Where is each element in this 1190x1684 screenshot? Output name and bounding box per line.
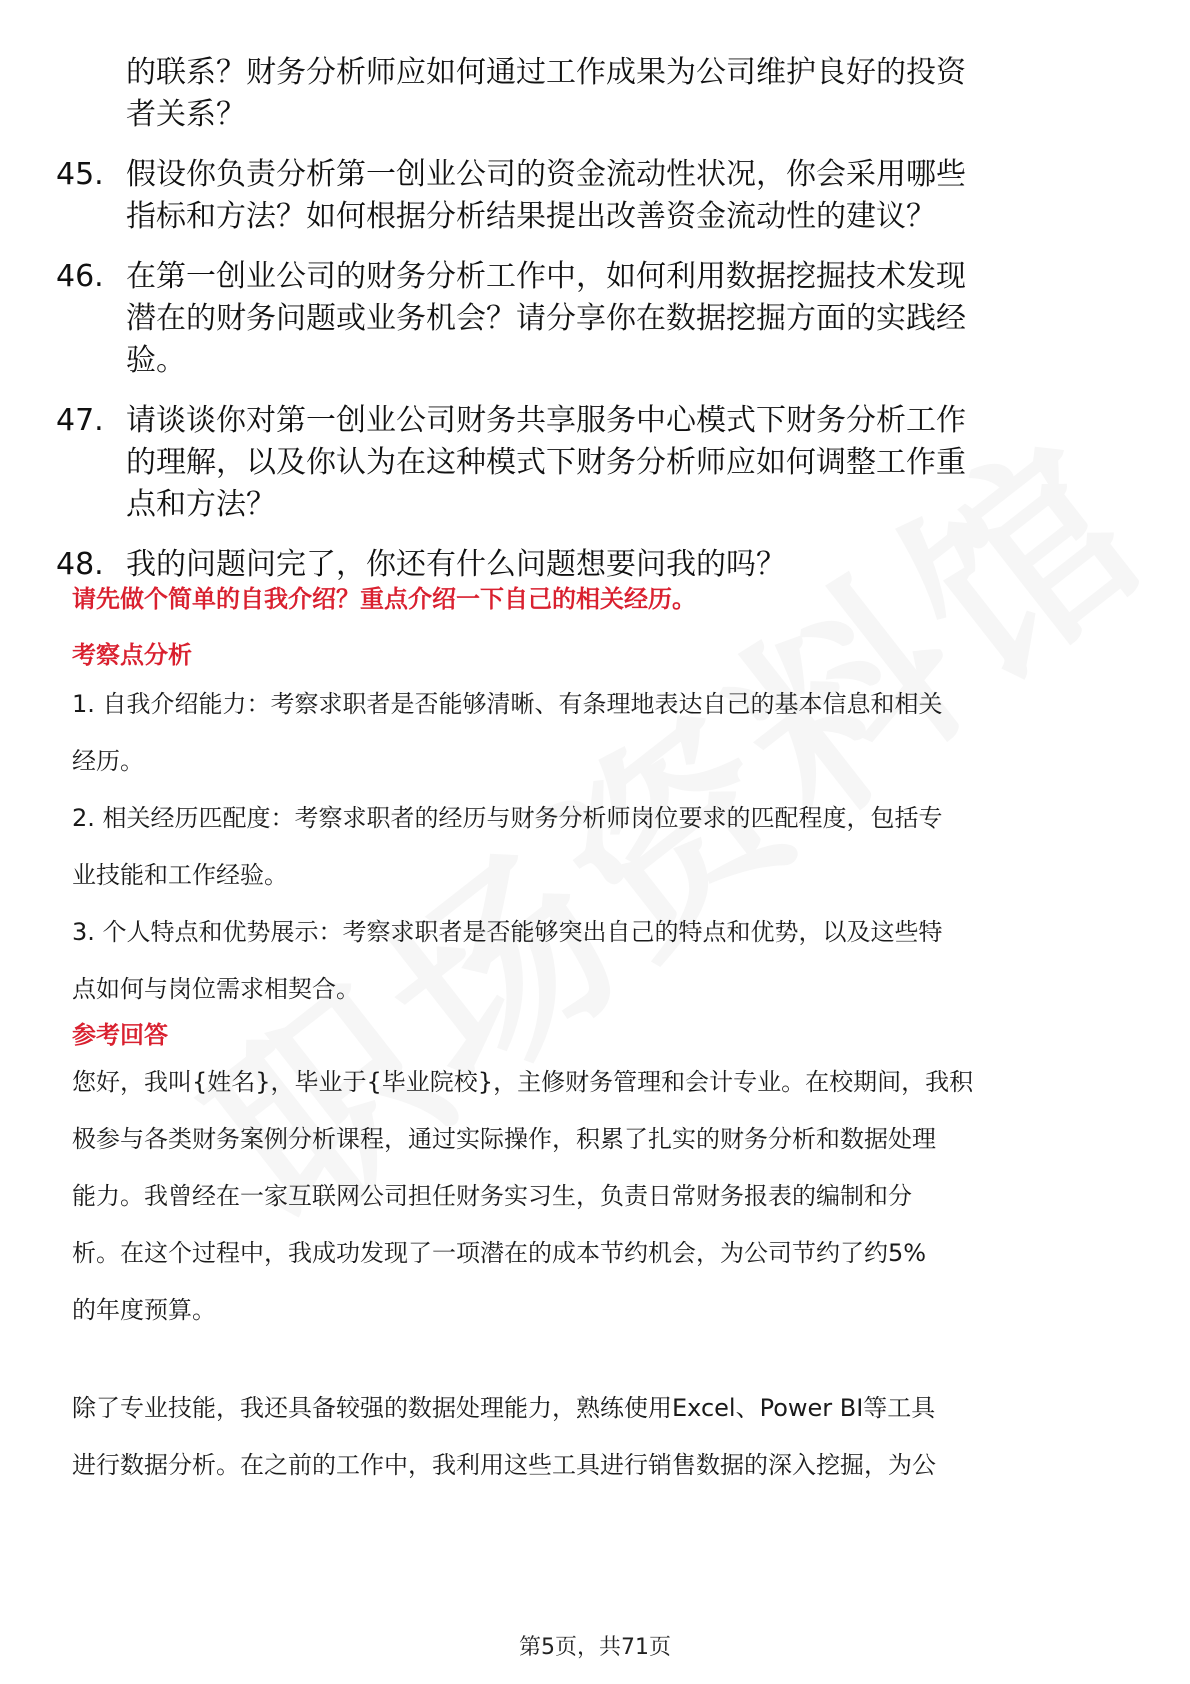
question-item [56,400,1116,526]
question-line: 在第一创业公司的财务分析工作中，如何利用数据挖掘技术发现 [126,259,966,294]
question-number: 45. [56,157,104,192]
answer-line: 进行数据分析。在之前的工作中，我利用这些工具进行销售数据的深入挖掘，为公 [72,1451,936,1479]
section-title-text: 请先做个简单的自我介绍？重点介绍一下自己的相关经历。 [72,585,696,613]
question-number: 46. [56,259,104,294]
analysis-line: 点如何与岗位需求相契合。 [72,975,360,1003]
question-line: 我的问题问完了，你还有什么问题想要问我的吗？ [126,547,786,582]
question-item [56,52,1116,136]
question-line: 验。 [126,343,186,378]
answer-line: 的年度预算。 [72,1296,216,1324]
question-line: 的理解，以及你认为在这种模式下财务分析师应如何调整工作重 [126,445,966,480]
analysis-body [72,676,1122,1018]
answer-line: 除了专业技能，我还具备较强的数据处理能力，熟练使用Excel、Power BI等工具 [72,1394,936,1422]
analysis-block [72,638,1122,1018]
question-number: 48. [56,547,104,582]
question-number [56,52,126,136]
question-text [126,52,1116,136]
analysis-line: 业技能和工作经验。 [72,861,288,889]
question-text [126,256,1116,382]
analysis-line: 经历。 [72,747,144,775]
question-line: 假设你负责分析第一创业公司的资金流动性状况，你会采用哪些 [126,157,966,192]
answer-paragraph-1 [72,1054,1122,1339]
question-text [126,544,1116,586]
answer-line: 能力。我曾经在一家互联网公司担任财务实习生，负责日常财务报表的编制和分 [72,1182,912,1210]
answer-heading: 参考回答 [72,1021,168,1049]
answer-line: 您好，我叫{姓名}，毕业于{毕业院校}，主修财务管理和会计专业。在校期间，我积 [72,1068,974,1096]
analysis-line: 3. 个人特点和优势展示：考察求职者是否能够突出自己的特点和优势，以及这些特 [72,918,943,946]
question-line: 请谈谈你对第一创业公司财务共享服务中心模式下财务分析工作 [126,403,966,438]
answer-line: 析。在这个过程中，我成功发现了一项潜在的成本节约机会，为公司节约了约5% [72,1239,927,1267]
analysis-heading: 考察点分析 [72,641,192,669]
section-title [72,582,1122,616]
question-line: 潜在的财务问题或业务机会？请分享你在数据挖掘方面的实践经 [126,301,966,336]
analysis-line: 1. 自我介绍能力：考察求职者是否能够清晰、有条理地表达自己的基本信息和相关 [72,690,943,718]
question-text [126,400,1116,526]
answer-block [72,1018,1122,1339]
question-item [56,544,1116,586]
page-footer: 第5页，共71页 [519,1635,671,1660]
question-line: 指标和方法？如何根据分析结果提出改善资金流动性的建议？ [126,199,936,234]
question-line: 的联系？财务分析师应如何通过工作成果为公司维护良好的投资 [126,55,966,90]
question-item [56,154,1116,238]
analysis-line: 2. 相关经历匹配度：考察求职者的经历与财务分析师岗位要求的匹配程度，包括专 [72,804,943,832]
answer-paragraph-2 [72,1380,1122,1494]
question-line: 点和方法？ [126,487,276,522]
question-list [56,52,1116,604]
question-item [56,256,1116,382]
question-text [126,154,1116,238]
question-number: 47. [56,403,104,438]
answer-line: 极参与各类财务案例分析课程，通过实际操作，积累了扎实的财务分析和数据处理 [72,1125,936,1153]
answer-paragraph-2-body [72,1380,1122,1494]
question-line: 者关系？ [126,97,246,132]
